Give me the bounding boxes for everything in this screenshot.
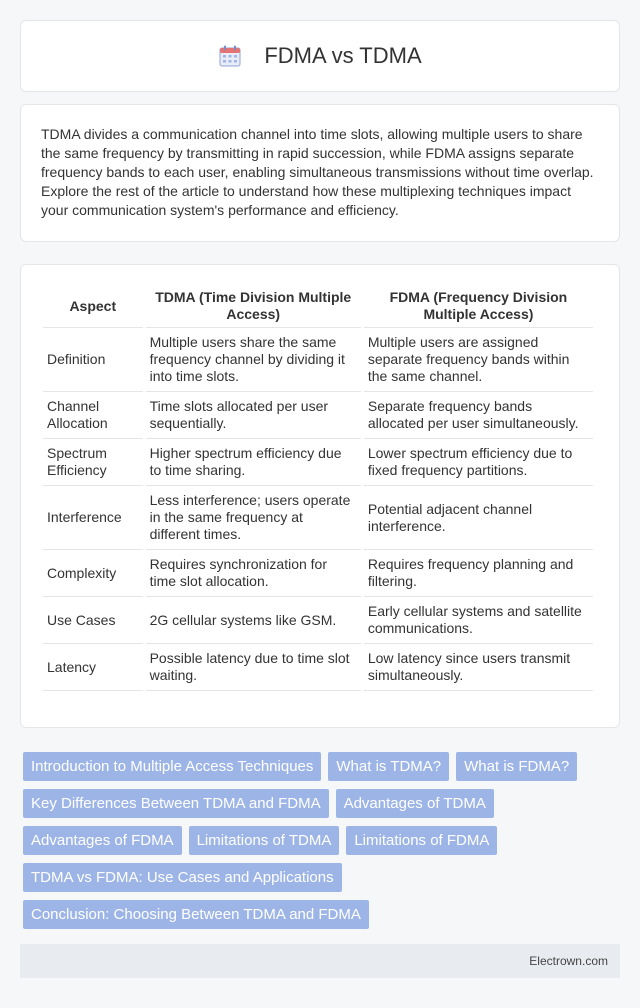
topic-tag-link[interactable]: What is FDMA? <box>456 752 577 781</box>
cell-tdma: Multiple users share the same frequency channel by dividing it into time slots. <box>146 328 361 392</box>
cell-fdma: Lower spectrum efficiency due to fixed frequency partitions. <box>364 439 593 486</box>
header-aspect: Aspect <box>43 283 143 328</box>
table-row <box>43 644 593 691</box>
topic-tag-link[interactable]: Limitations of TDMA <box>189 826 340 855</box>
topic-tag-link[interactable]: Advantages of TDMA <box>336 789 494 818</box>
table-row <box>43 597 593 644</box>
topic-tag-link[interactable]: What is TDMA? <box>328 752 449 781</box>
cell-aspect: Latency <box>43 644 143 691</box>
cell-aspect: Use Cases <box>43 597 143 644</box>
cell-fdma: Multiple users are assigned separate frequency bands within the same channel. <box>364 328 593 392</box>
topic-tag-link[interactable]: TDMA vs FDMA: Use Cases and Applications <box>23 863 342 892</box>
cell-fdma: Early cellular systems and satellite communications. <box>364 597 593 644</box>
topic-tag-link[interactable]: Key Differences Between TDMA and FDMA <box>23 789 329 818</box>
table-row <box>43 392 593 439</box>
page-title: FDMA vs TDMA <box>264 43 422 68</box>
topic-tag-link[interactable]: Introduction to Multiple Access Techniques <box>23 752 321 781</box>
footer <box>20 944 620 978</box>
header-fdma: FDMA (Frequency Division Multiple Access) <box>364 283 593 328</box>
cell-tdma: Less interference; users operate in the same frequency at different times. <box>146 486 361 550</box>
cell-fdma: Separate frequency bands allocated per user simultaneously. <box>364 392 593 439</box>
cell-fdma: Potential adjacent channel interference. <box>364 486 593 550</box>
topic-tags <box>23 752 617 929</box>
cell-tdma: Time slots allocated per user sequentially. <box>146 392 361 439</box>
table-header-row <box>43 283 593 328</box>
table-row <box>43 550 593 597</box>
header-tdma: TDMA (Time Division Multiple Access) <box>146 283 361 328</box>
cell-aspect: Interference <box>43 486 143 550</box>
topic-tag-link[interactable]: Limitations of FDMA <box>346 826 497 855</box>
comparison-table <box>40 283 596 691</box>
cell-fdma: Requires frequency planning and filtering. <box>364 550 593 597</box>
calendar-icon <box>218 44 242 68</box>
cell-tdma: Possible latency due to time slot waiting. <box>146 644 361 691</box>
cell-aspect: Definition <box>43 328 143 392</box>
table-row <box>43 486 593 550</box>
topic-tag-link[interactable]: Conclusion: Choosing Between TDMA and FDMA <box>23 900 369 929</box>
cell-aspect: Complexity <box>43 550 143 597</box>
cell-aspect: Channel Allocation <box>43 392 143 439</box>
cell-fdma: Low latency since users transmit simultaneously. <box>364 644 593 691</box>
topic-tag-link[interactable]: Advantages of FDMA <box>23 826 182 855</box>
intro-card <box>20 104 620 242</box>
table-row <box>43 328 593 392</box>
cell-tdma: 2G cellular systems like GSM. <box>146 597 361 644</box>
cell-aspect: Spectrum Efficiency <box>43 439 143 486</box>
comparison-table-card <box>20 264 620 728</box>
intro-text: TDMA divides a communication channel into time slots, allowing multiple users to share the same frequency by transmitting in rapid succession, while FDMA assigns separate frequency bands to each user, enabling simultaneous transmissions without time overlap. Explore the rest of the article to understand how these multiplexing techniques impact your communication system's performance and efficiency. <box>41 126 594 218</box>
cell-tdma: Higher spectrum efficiency due to time sharing. <box>146 439 361 486</box>
table-row <box>43 439 593 486</box>
footer-text: Electrown.com <box>529 954 608 968</box>
cell-tdma: Requires synchronization for time slot allocation. <box>146 550 361 597</box>
title-card <box>20 20 620 92</box>
